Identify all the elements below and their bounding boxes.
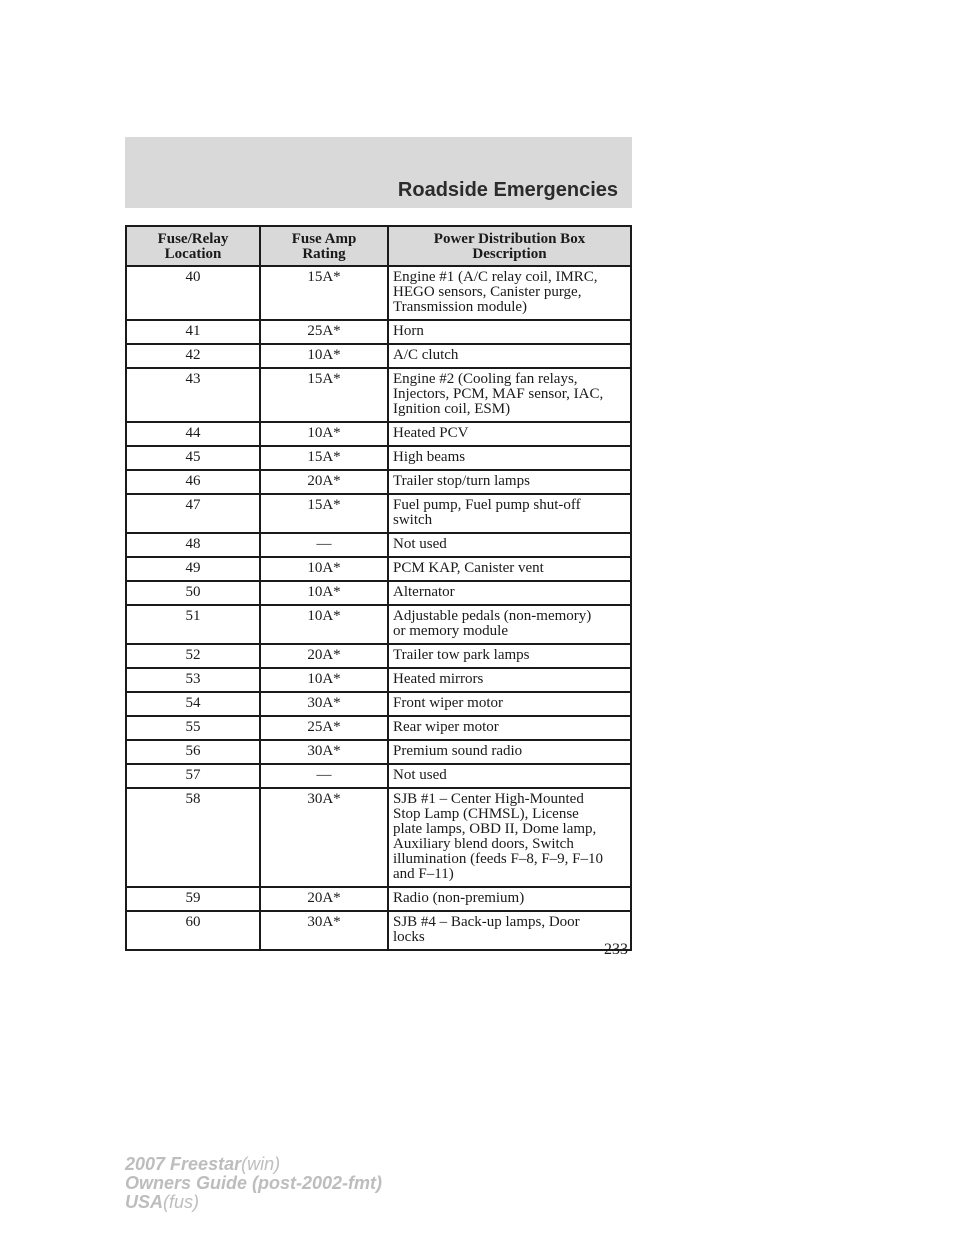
description-cell: Alternator [388, 581, 631, 605]
amp-rating-cell: 30A* [260, 740, 388, 764]
fuse-location-cell: 47 [126, 494, 260, 533]
description-cell: Trailer tow park lamps [388, 644, 631, 668]
table-row [126, 446, 631, 470]
fuse-location-cell: 49 [126, 557, 260, 581]
description-cell: PCM KAP, Canister vent [388, 557, 631, 581]
footer-line [125, 1174, 382, 1193]
amp-rating-cell: 20A* [260, 887, 388, 911]
amp-rating-cell: 15A* [260, 266, 388, 320]
fuse-location-cell: 51 [126, 605, 260, 644]
table-row [126, 422, 631, 446]
table-row [126, 557, 631, 581]
description-cell: Trailer stop/turn lamps [388, 470, 631, 494]
column-header-location: Fuse/Relay Location [126, 226, 260, 266]
table-row [126, 320, 631, 344]
footer-line [125, 1193, 382, 1212]
description-cell: Adjustable pedals (non-memory) or memory module [388, 605, 631, 644]
amp-rating-cell: 25A* [260, 716, 388, 740]
table-row [126, 368, 631, 422]
description-cell: A/C clutch [388, 344, 631, 368]
table-row [126, 605, 631, 644]
description-cell: Rear wiper motor [388, 716, 631, 740]
amp-rating-cell: 15A* [260, 446, 388, 470]
description-cell: Horn [388, 320, 631, 344]
fuse-location-cell: 60 [126, 911, 260, 950]
table-row [126, 740, 631, 764]
fuse-location-cell: 42 [126, 344, 260, 368]
page-number: 233 [604, 941, 628, 958]
amp-rating-cell: 10A* [260, 557, 388, 581]
column-header-rating: Fuse Amp Rating [260, 226, 388, 266]
description-cell: Heated PCV [388, 422, 631, 446]
description-cell: Engine #2 (Cooling fan relays, Injectors, PCM, MAF sensor, IAC, Ignition coil, ESM) [388, 368, 631, 422]
footer-imprint [125, 1155, 382, 1212]
section-header [125, 137, 632, 208]
description-cell: Engine #1 (A/C relay coil, IMRC, HEGO sensors, Canister purge, Transmission module) [388, 266, 631, 320]
description-cell: Premium sound radio [388, 740, 631, 764]
column-header-description: Power Distribution Box Description [388, 226, 631, 266]
table-row [126, 788, 631, 887]
fuse-location-cell: 55 [126, 716, 260, 740]
fuse-table [125, 225, 632, 951]
amp-rating-cell: 10A* [260, 344, 388, 368]
amp-rating-cell: 20A* [260, 644, 388, 668]
table-row [126, 344, 631, 368]
amp-rating-cell: 30A* [260, 911, 388, 950]
description-cell: Radio (non-premium) [388, 887, 631, 911]
fuse-location-cell: 56 [126, 740, 260, 764]
description-cell: Heated mirrors [388, 668, 631, 692]
amp-rating-cell: — [260, 533, 388, 557]
fuse-location-cell: 52 [126, 644, 260, 668]
amp-rating-cell: 10A* [260, 422, 388, 446]
table-row [126, 911, 631, 950]
description-cell: SJB #4 – Back-up lamps, Door locks [388, 911, 631, 950]
footer-line [125, 1155, 382, 1174]
amp-rating-cell: 30A* [260, 692, 388, 716]
table-row [126, 644, 631, 668]
table-row [126, 494, 631, 533]
fuse-location-cell: 43 [126, 368, 260, 422]
fuse-location-cell: 53 [126, 668, 260, 692]
footer-bold-text: USA [125, 1192, 164, 1212]
fuse-location-cell: 58 [126, 788, 260, 887]
description-cell: Fuel pump, Fuel pump shut-off switch [388, 494, 631, 533]
amp-rating-cell: 20A* [260, 470, 388, 494]
amp-rating-cell: 25A* [260, 320, 388, 344]
table-row [126, 581, 631, 605]
fuse-location-cell: 57 [126, 764, 260, 788]
table-row [126, 764, 631, 788]
footer-bold-text: 2007 Freestar [125, 1154, 242, 1174]
fuse-location-cell: 50 [126, 581, 260, 605]
description-cell: Not used [388, 764, 631, 788]
amp-rating-cell: 10A* [260, 605, 388, 644]
table-body [126, 266, 631, 950]
amp-rating-cell: 15A* [260, 494, 388, 533]
footer-code-text: (fus) [163, 1192, 200, 1212]
fuse-location-cell: 48 [126, 533, 260, 557]
table-header-row [126, 226, 631, 266]
fuse-location-cell: 54 [126, 692, 260, 716]
amp-rating-cell: 15A* [260, 368, 388, 422]
amp-rating-cell: 30A* [260, 788, 388, 887]
table-row [126, 887, 631, 911]
section-title: Roadside Emergencies [397, 179, 618, 201]
description-cell: Not used [388, 533, 631, 557]
table-row [126, 668, 631, 692]
description-cell: SJB #1 – Center High-Mounted Stop Lamp (CHMSL), License plate lamps, OBD II, Dome lamp, Auxiliary blend doors, Switch illumination (feeds F–8, F–9, F–10 and F–11) [388, 788, 631, 887]
fuse-location-cell: 59 [126, 887, 260, 911]
fuse-location-cell: 46 [126, 470, 260, 494]
amp-rating-cell: 10A* [260, 581, 388, 605]
table-row [126, 266, 631, 320]
description-cell: Front wiper motor [388, 692, 631, 716]
table-row [126, 470, 631, 494]
footer-bold-text: Owners Guide (post-2002-fmt) [125, 1173, 383, 1193]
footer-code-text: (win) [241, 1154, 281, 1174]
fuse-location-cell: 44 [126, 422, 260, 446]
table-row [126, 533, 631, 557]
fuse-location-cell: 41 [126, 320, 260, 344]
table-row [126, 716, 631, 740]
description-cell: High beams [388, 446, 631, 470]
table-row [126, 692, 631, 716]
fuse-location-cell: 45 [126, 446, 260, 470]
amp-rating-cell: — [260, 764, 388, 788]
fuse-location-cell: 40 [126, 266, 260, 320]
amp-rating-cell: 10A* [260, 668, 388, 692]
